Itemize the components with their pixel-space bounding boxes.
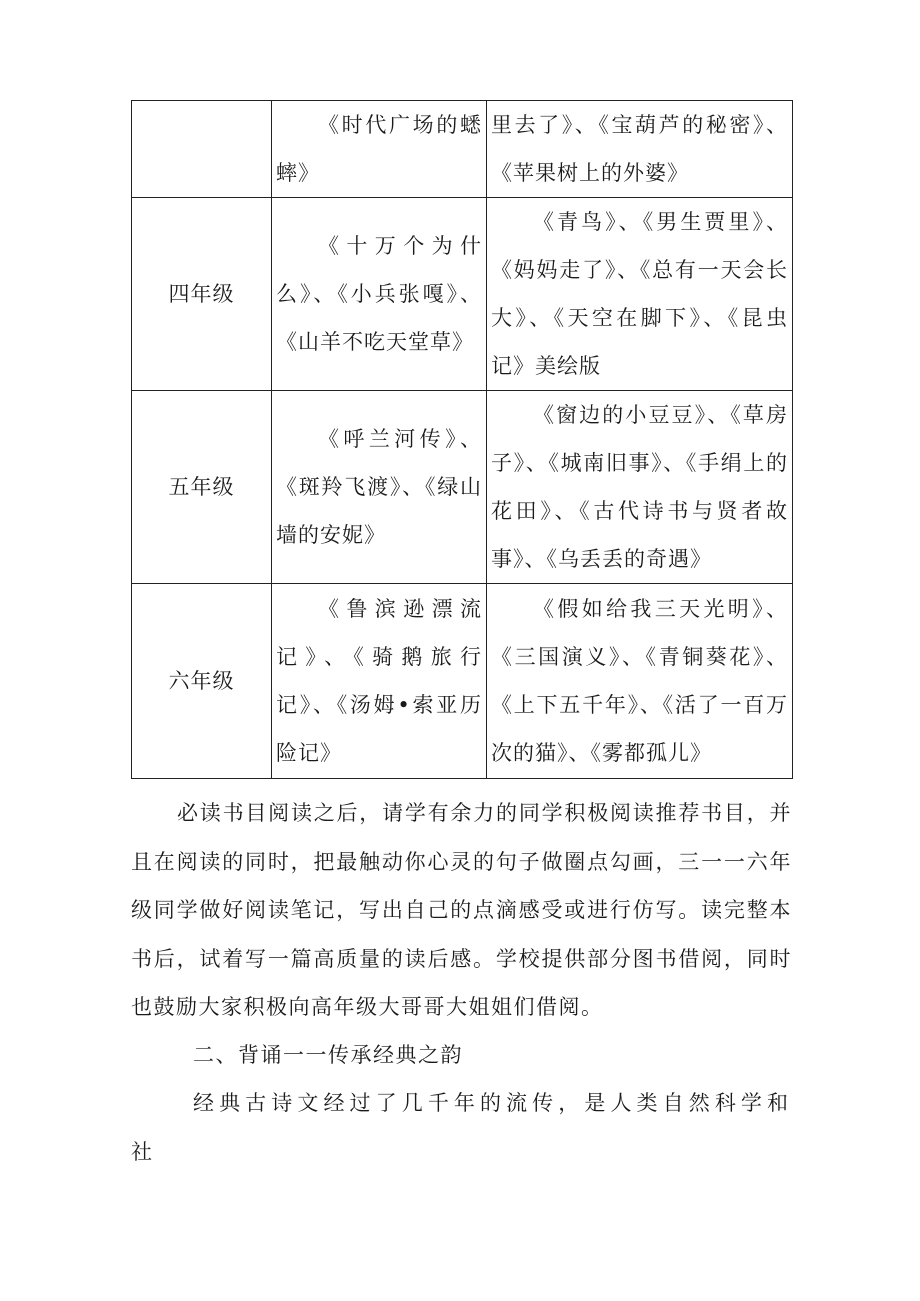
body-paragraph: 必读书目阅读之后，请学有余力的同学积极阅读推荐书目，并且在阅读的同时，把最触动你心灵的句子做圈点勾画，三一一六年级同学做好阅读笔记，写出自己的点滴感受或进行仿写。读完整本书后，试着写一篇高质量的读后感。学校提供部分图书借阅，同时也鼓励大家积极向高年级大哥哥大姐姐们借阅。 — [131, 801, 792, 1019]
section-heading: 二、背诵一一传承经典之韵 — [193, 1043, 463, 1067]
recommended-books-cell: 《窗边的小豆豆》、《草房子》、《城南旧事》、《手绢上的花田》、《古代诗书与贤者故事》、《乌丢丢的奇遇》 — [487, 391, 793, 584]
recommended-books-cell: 里去了》、《宝葫芦的秘密》、《苹果树上的外婆》 — [487, 101, 793, 198]
table-row — [132, 584, 793, 779]
body-paragraph: 经典古诗文经过了几千年的流传，是人类自然科学和社 — [131, 1091, 792, 1164]
grade-cell: 五年级 — [132, 391, 272, 584]
recommended-books-cell: 《青鸟》、《男生贾里》、《妈妈走了》、《总有一天会长大》、《天空在脚下》、《昆虫记》美绘版 — [487, 198, 793, 391]
required-books-cell: 《十万个为什么》、《小兵张嘎》、《山羊不吃天堂草》 — [272, 198, 487, 391]
grade-cell: 六年级 — [132, 584, 272, 779]
recommended-books-cell: 《假如给我三天光明》、《三国演义》、《青铜葵花》、《上下五千年》、《活了一百万次的猫》、《雾都孤儿》 — [487, 584, 793, 779]
required-books-cell: 《时代广场的蟋蟀》 — [272, 101, 487, 198]
table-row — [132, 198, 793, 391]
grade-cell: 四年级 — [132, 198, 272, 391]
table-row — [132, 101, 793, 198]
reading-list-table — [131, 100, 793, 779]
required-books-cell: 《呼兰河传》、《斑羚飞渡》、《绿山墙的安妮》 — [272, 391, 487, 584]
required-books-cell: 《鲁滨逊漂流记》、《骑鹅旅行记》、《汤姆•索亚历险记》 — [272, 584, 487, 779]
table-row — [132, 391, 793, 584]
grade-cell — [132, 101, 272, 198]
